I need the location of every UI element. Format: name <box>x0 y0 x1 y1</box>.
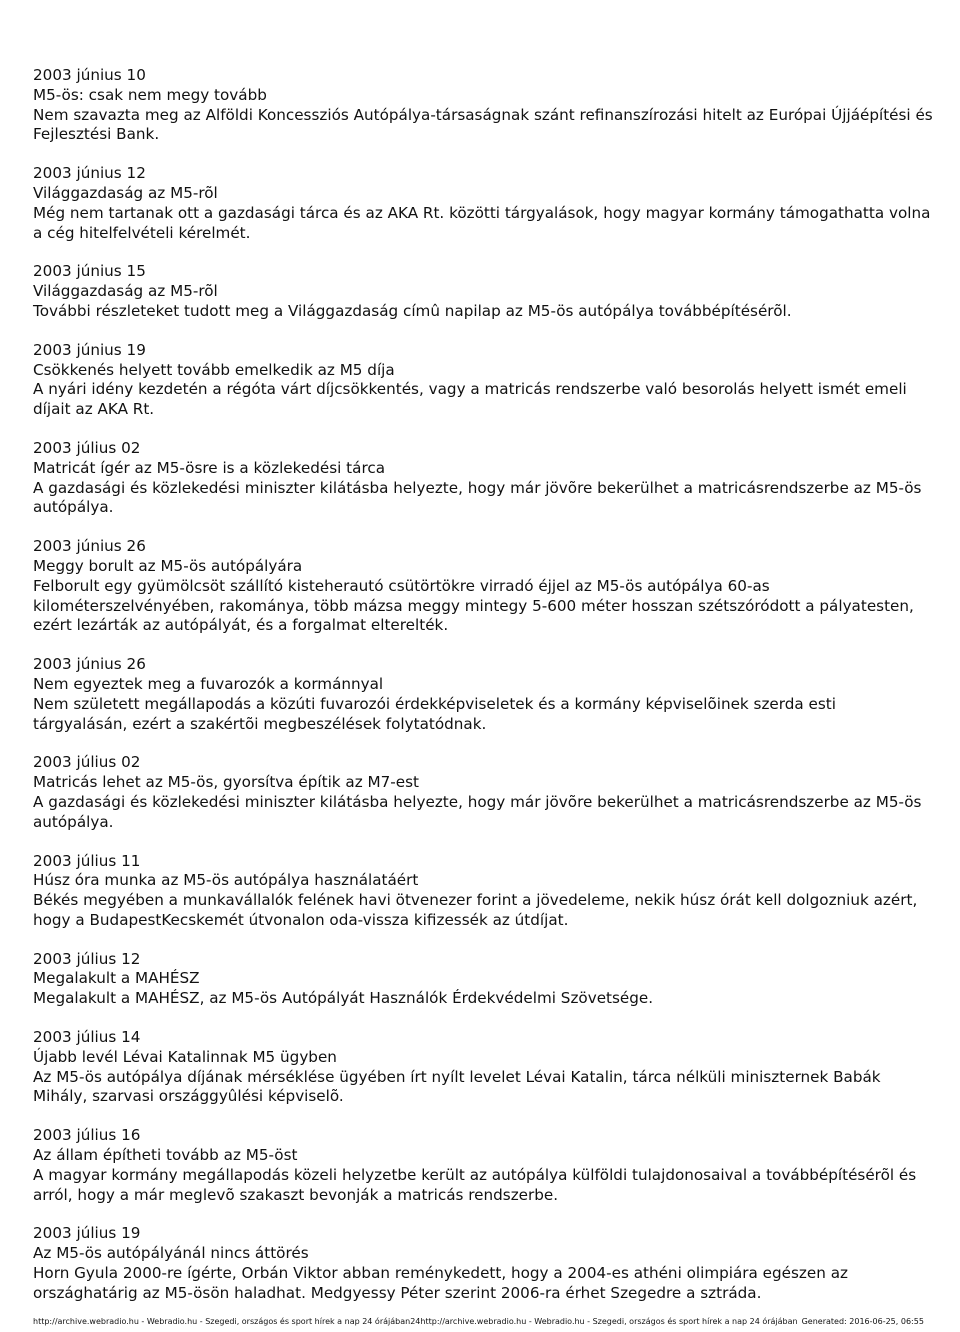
entry-body: A nyári idény kezdetén a régóta várt díjcsökkentés, vagy a matricás rendszerbe való besorolás helyett ismét emeli díjait az AKA Rt. <box>33 380 907 419</box>
news-entry <box>33 1126 933 1205</box>
entry-body: Nem született megállapodás a közúti fuvarozói érdekképviseletek és a kormány képviselõinek szerda esti tárgyalásán, ezért a szakértõi megbeszélések folytatódnak. <box>33 694 836 733</box>
entry-date: 2003 június 26 <box>33 655 146 674</box>
entry-body: Az M5-ös autópálya díjának mérséklése ügyében írt nyílt levelet Lévai Katalin, tárca nélküli miniszternek Babák Mihály, szarvasi országgyûlési képviselõ. <box>33 1067 881 1106</box>
entry-date: 2003 június 26 <box>33 537 146 556</box>
article-list <box>33 66 933 1323</box>
entry-title: M5-ös: csak nem megy tovább <box>33 85 267 104</box>
entry-date: 2003 július 02 <box>33 438 141 457</box>
news-entry <box>33 1224 933 1303</box>
entry-date: 2003 július 16 <box>33 1126 141 1145</box>
entry-body: Megalakult a MAHÉSZ, az M5-ös Autópályát Használók Érdekvédelmi Szövetsége. <box>33 989 654 1008</box>
news-entry <box>33 262 933 321</box>
news-entry <box>33 950 933 1009</box>
entry-title: Nem egyeztek meg a fuvarozók a kormánnyal <box>33 674 384 693</box>
news-entry <box>33 439 933 518</box>
entry-title: Húsz óra munka az M5-ös autópálya használatáért <box>33 871 419 890</box>
entry-title: Matricás lehet az M5-ös, gyorsítva építik az M7-est <box>33 773 419 792</box>
news-entry <box>33 341 933 420</box>
footer-source: http://archive.webradio.hu - Webradio.hu - Szegedi, országos és sport hírek a nap 24 órájában <box>33 1317 411 1326</box>
entry-body: További részleteket tudott meg a Világgazdaság címû napilap az M5-ös autópálya továbbépítésérõl. <box>33 301 792 320</box>
footer-source-repeat: http://archive.webradio.hu - Webradio.hu - Szegedi, országos és sport hírek a nap 24 órájában <box>420 1317 798 1326</box>
news-entry <box>33 852 933 931</box>
entry-date: 2003 július 14 <box>33 1028 141 1047</box>
entry-body: Nem szavazta meg az Alföldi Koncessziós Autópálya-társaságnak szánt refinanszírozási hitelt az Európai Újjáépítési és Fejlesztési Bank. <box>33 105 933 144</box>
entry-date: 2003 június 19 <box>33 340 146 359</box>
entry-title: Az M5-ös autópályánál nincs áttörés <box>33 1244 309 1263</box>
news-entry <box>33 753 933 832</box>
entry-title: Megalakult a MAHÉSZ <box>33 969 200 988</box>
news-entry <box>33 655 933 734</box>
entry-body: Békés megyében a munkavállalók felének havi ötvenezer forint a jövedeleme, nekik húsz órát kell dolgozniuk azért, hogy a BudapestKecskemét útvonalon oda-vissza kifizessék az útdíjat. <box>33 891 918 929</box>
footer-page-number: 24 <box>410 1317 421 1326</box>
entry-title: Az állam építheti tovább az M5-öst <box>33 1146 298 1165</box>
entry-body: Felborult egy gyümölcsöt szállító kisteherautó csütörtökre virradó éjjel az M5-ös autópálya 60-as kilométerszelvényében, rakománya, több mázsa meggy mintegy 5-600 méter hosszan szétszóródott a pályatesten, ezért lezárták az autópályát, és a forgalmat elterelték. <box>33 576 914 635</box>
entry-body: A gazdasági és közlekedési miniszter kilátásba helyezte, hogy már jövõre bekerülhet a matricásrendszerbe az M5-ös autópálya. <box>33 792 922 831</box>
entry-title: Csökkenés helyett tovább emelkedik az M5 díja <box>33 360 395 379</box>
entry-title: Meggy borult az M5-ös autópályára <box>33 556 303 575</box>
entry-date: 2003 július 12 <box>33 949 141 968</box>
entry-title: Újabb levél Lévai Katalinnak M5 ügyben <box>33 1047 337 1066</box>
entry-body: A magyar kormány megállapodás közeli helyzetbe került az autópálya külföldi tulajdonosaival a továbbépítésérõl és arról, hogy a már meglevõ szakaszt bevonják a matricás rendszerbe. <box>33 1165 917 1204</box>
entry-body: A gazdasági és közlekedési miniszter kilátásba helyezte, hogy már jövõre bekerülhet a matricásrendszerbe az M5-ös autópálya. <box>33 478 922 517</box>
news-entry <box>33 164 933 243</box>
entry-date: 2003 június 12 <box>33 164 146 183</box>
news-entry <box>33 537 933 636</box>
news-entry <box>33 1028 933 1107</box>
news-entry <box>33 66 933 145</box>
entry-date: 2003 június 15 <box>33 262 146 281</box>
entry-date: 2003 július 19 <box>33 1224 141 1243</box>
entry-body: Horn Gyula 2000-re ígérte, Orbán Viktor abban reménykedett, hogy a 2004-es athéni olimpiára egészen az országhatárig az M5-ösön haladhat. Medgyessy Péter szerint 2006-ra érhet Szegedre a sztráda. <box>33 1264 848 1302</box>
entry-title: Világgazdaság az M5-rõl <box>33 183 218 202</box>
entry-date: 2003 június 10 <box>33 66 146 84</box>
entry-title: Matricát ígér az M5-ösre is a közlekedési tárca <box>33 458 386 477</box>
entry-date: 2003 július 11 <box>33 851 141 870</box>
entry-date: 2003 július 02 <box>33 753 141 772</box>
entry-body: Még nem tartanak ott a gazdasági tárca és az AKA Rt. közötti tárgyalások, hogy magyar kormány támogathatta volna a cég hitelfelvételi kérelmét. <box>33 203 931 242</box>
page-footer <box>33 1316 933 1328</box>
footer-generated: Generated: 2016-06-25, 06:55 <box>801 1317 924 1326</box>
entry-title: Világgazdaság az M5-rõl <box>33 282 218 301</box>
